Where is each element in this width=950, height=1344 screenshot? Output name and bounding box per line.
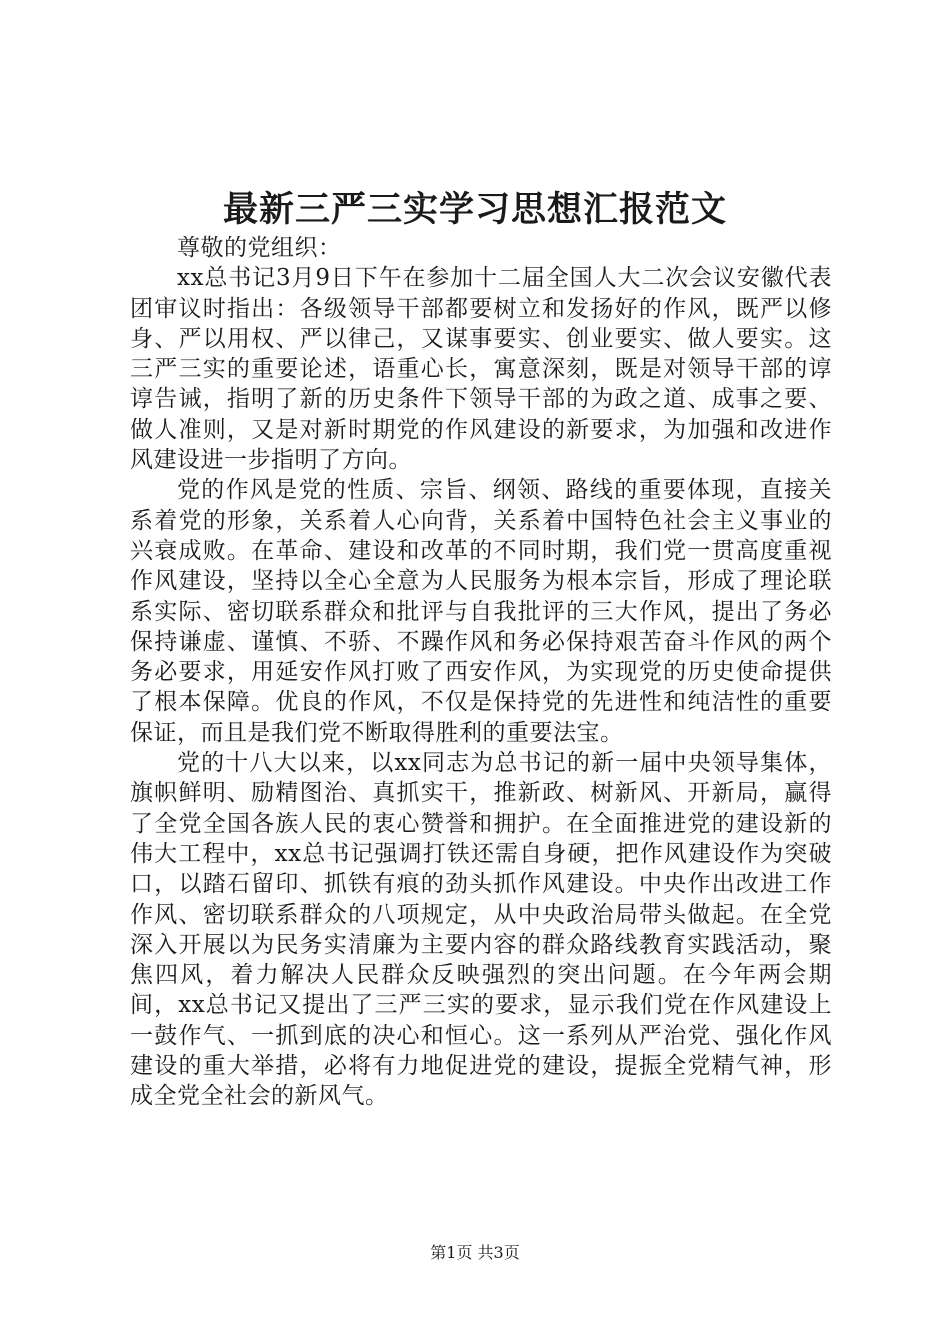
- paragraph-1: xx总书记3月9日下午在参加十二届全国人大二次会议安徽代表团审议时指出：各级领导干部都要树立和发扬好的作风，既严以修身、严以用权、严以律己，又谋事要实、创业要实、做人要实。这三严三实的重要论述，语重心长，寓意深刻，既是对领导干部的谆谆告诫，指明了新的历史条件下领导干部的为政之道、成事之要、做人准则，又是对新时期党的作风建设的新要求，为加强和改进作风建设进一步指明了方向。: [130, 265, 832, 474]
- page-number: 第1页 共3页: [430, 1243, 520, 1262]
- salutation: 尊敬的党组织：: [177, 235, 342, 261]
- paragraph-2: 党的作风是党的性质、宗旨、纲领、路线的重要体现，直接关系着党的形象，关系着人心向背，关系着中国特色社会主义事业的兴衰成败。在革命、建设和改革的不同时期，我们党一贯高度重视作风建设，坚持以全心全意为人民服务为根本宗旨，形成了理论联系实际、密切联系群众和批评与自我批评的三大作风，提出了务必保持谦虚、谨慎、不骄、不躁作风和务必保持艰苦奋斗作风的两个务必要求，用延安作风打败了西安作风，为实现党的历史使命提供了根本保障。优良的作风，不仅是保持党的先进性和纯洁性的重要保证，而且是我们党不断取得胜利的重要法宝。: [130, 477, 832, 746]
- document-body: [130, 233, 832, 1112]
- document-title: 最新三严三实学习思想汇报范文: [222, 189, 727, 230]
- paragraph-3: 党的十八大以来，以xx同志为总书记的新一届中央领导集体，旗帜鲜明、励精图治、真抓实干，推新政、树新风、开新局，赢得了全党全国各族人民的衷心赞誉和拥护。在全面推进党的建设新的伟大工程中，xx总书记强调打铁还需自身硬，把作风建设作为突破口，以踏石留印、抓铁有痕的劲头抓作风建设。中央作出改进工作作风、密切联系群众的八项规定，从中央政治局带头做起。在全党深入开展以为民务实清廉为主要内容的群众路线教育实践活动，聚焦四风，着力解决人民群众反映强烈的突出问题。在今年两会期间，xx总书记又提出了三严三实的要求，显示我们党在作风建设上一鼓作气、一抓到底的决心和恒心。这一系列从严治党、强化作风建设的重大举措，必将有力地促进党的建设，提振全党精气神，形成全党全社会的新风气。: [130, 750, 832, 1110]
